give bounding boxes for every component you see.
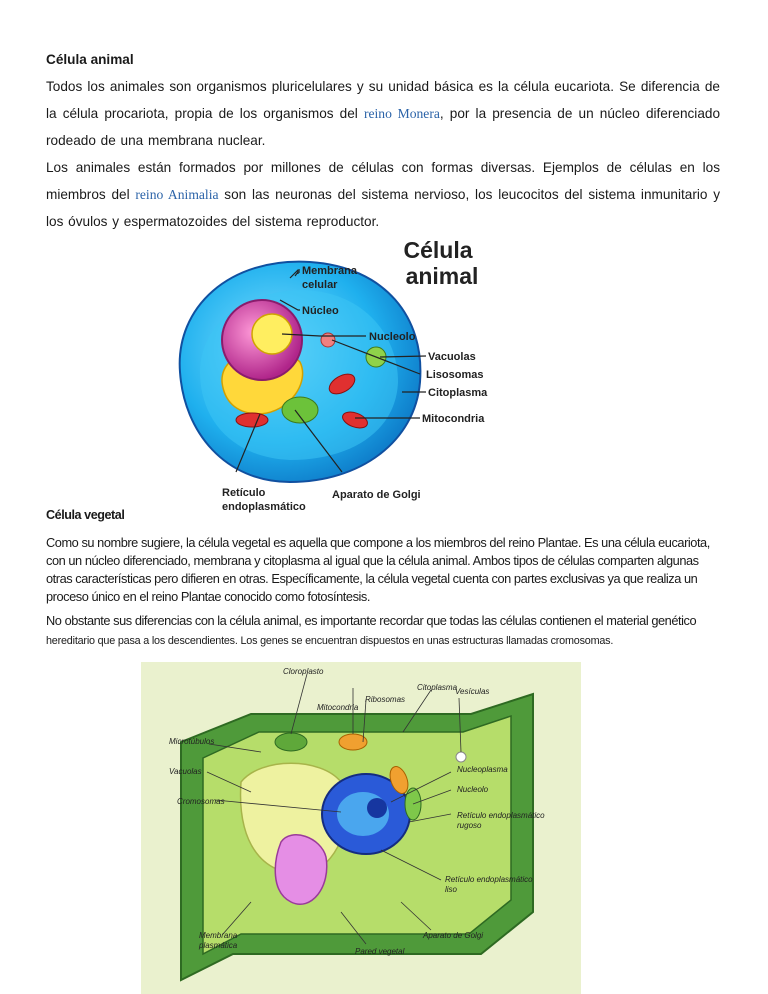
paragraph	[46, 612, 726, 650]
label-ser: liso	[445, 885, 458, 894]
label-cromosomas: Cromosomas	[177, 797, 225, 806]
label-vacuolas: Vacuolas	[169, 767, 202, 776]
label-rer: rugoso	[457, 821, 482, 830]
mitochondrion	[339, 734, 367, 750]
label-nucleolo: Nucleolo	[369, 331, 416, 343]
label-lisosomas: Lisosomas	[426, 369, 484, 381]
label-citoplasma: Citoplasma	[417, 683, 458, 692]
paragraph	[46, 154, 720, 235]
label-vesiculas: Vesículas	[455, 687, 490, 696]
animal-cell-section	[46, 52, 720, 235]
plant-cell-diagram	[141, 662, 581, 994]
label-citoplasma: Citoplasma	[428, 387, 488, 399]
figure-title: animal	[405, 263, 479, 289]
paragraph: Como su nombre sugiere, la célula vegetal es aquella que compone a los miembros del reino Plantae. Es una célula eucariota, con un núcleo diferenciado, membrana y citoplasma al igual que la célula animal. Ambos tipos de células comparten algunas otras características pero difieren en otras. Específicamente, la célula vegetal cuenta con partes exclusivas ya que realiza un proceso único en el reino Plantae conocido como fotosíntesis.	[46, 535, 710, 604]
label-cloroplasto: Cloroplasto	[283, 667, 324, 676]
label-membrana: plasmática	[199, 941, 238, 950]
text: genético	[651, 613, 697, 628]
reino-animalia-link[interactable]: reino Animalia	[135, 187, 219, 202]
label-reticulo: Retículo	[222, 487, 266, 499]
vesicle	[456, 752, 466, 762]
label-membrana: Membrana	[302, 265, 358, 277]
text: son las neuronas del sistema nervioso, los leucocitos del sistema inmunitario y los óvulos y espermatozoides del sistema reproductor.	[46, 187, 720, 229]
label-membrana: Membrana	[199, 931, 238, 940]
label-mitocondria: Mitocondria	[422, 413, 485, 425]
plant-cell-section	[46, 508, 726, 656]
label-reticulo: endoplasmático	[222, 501, 306, 513]
mitochondrion	[236, 413, 268, 427]
section-title: Célula vegetal	[46, 508, 125, 522]
label-microtubulos: Microtúbulos	[169, 737, 215, 746]
paragraph	[46, 73, 720, 154]
vacuole	[282, 397, 318, 423]
label-membrana: celular	[302, 279, 338, 291]
text: Todos los animales son organismos pluricelulares y su unidad básica es la célula eucariota. Se diferencia de la célula procariota, propia de los organismos del	[46, 79, 720, 121]
label-rer: Retículo endoplasmático	[457, 811, 545, 820]
label-ribosomas: Ribosomas	[365, 695, 406, 704]
label-golgi: Aparato de Golgi	[332, 489, 421, 501]
label-ser: Retículo endoplasmático	[445, 875, 533, 884]
nucleolus	[367, 798, 387, 818]
label-pared: Pared vegetal	[355, 947, 405, 956]
text: , por la presencia de un núcleo diferenciado rodeado de una membrana nuclear.	[46, 106, 720, 148]
section-title: Célula animal	[46, 52, 134, 67]
label-vacuolas: Vacuolas	[428, 351, 476, 363]
text: No obstante sus diferencias con la célula animal, es importante recordar que todas las células contienen el material	[46, 613, 652, 628]
label-nucleoplasma: Nucleoplasma	[457, 765, 508, 774]
label-nucleo: Núcleo	[302, 305, 339, 317]
reino-monera-link[interactable]: reino Monera	[363, 106, 440, 121]
label-nucleolo: Nucleolo	[457, 785, 489, 794]
label-mitocondria: Mitocondria	[317, 703, 359, 712]
label-golgi: Aparato de Golgi	[423, 931, 484, 940]
text: Los animales están formados por millones de células con formas diversas. Ejemplos de células en los miembros del	[46, 160, 720, 202]
figure-title: Célula	[403, 237, 473, 263]
golgi-apparatus	[275, 835, 326, 904]
animal-cell-diagram	[170, 232, 500, 514]
text: hereditario que pasa a los descendientes. Los genes se encuentran dispuestos en unas estructuras llamadas cromosomas.	[46, 635, 614, 647]
chloroplast	[275, 733, 307, 751]
